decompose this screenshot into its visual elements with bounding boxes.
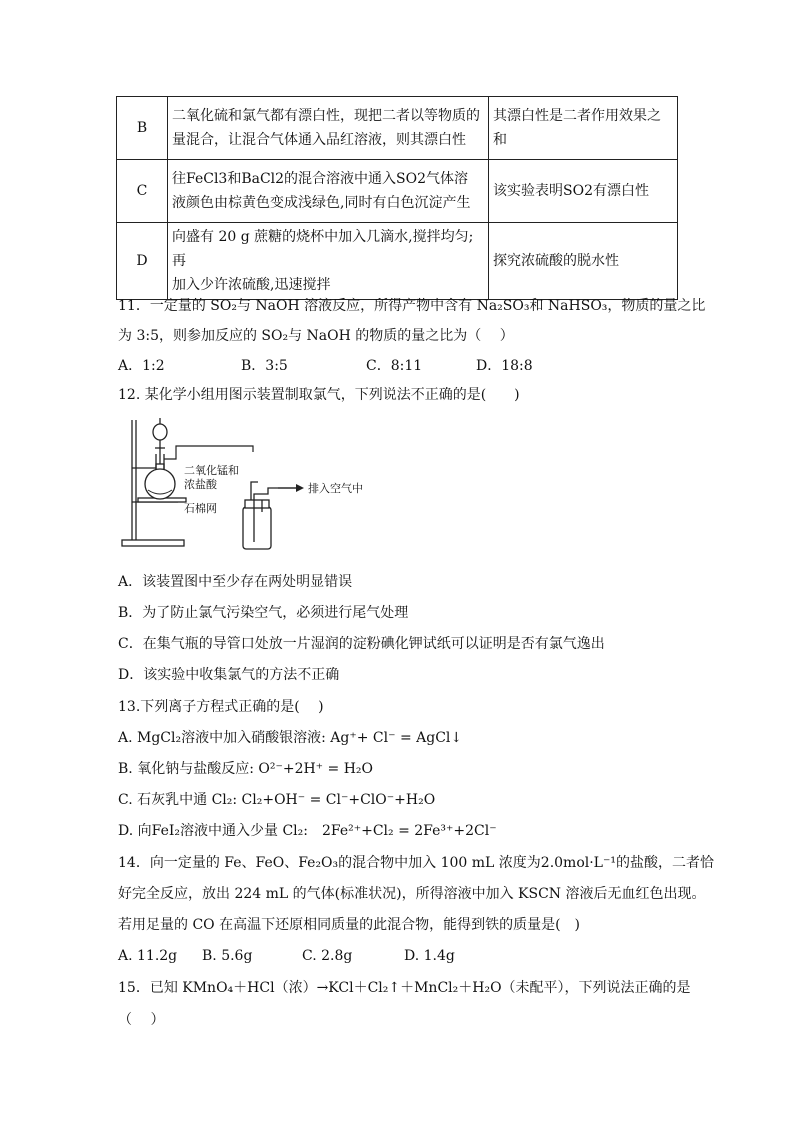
q12-stem: 12. 某化学小组用图示装置制取氯气，下列说法不正确的是( ) [118, 387, 520, 403]
row-conclusion: 其漂白性是二者作用效果之和 [489, 97, 678, 160]
q13-option-b[interactable]: B. 氧化钠与盐酸反应: O²⁻+2H⁺ = H₂O [118, 761, 374, 777]
q13-option-a[interactable]: A. MgCl₂溶液中加入硝酸银溶液: Ag⁺+ Cl⁻ = AgCl↓ [118, 730, 463, 746]
table-row [117, 223, 678, 300]
row-content-line: 液颜色由棕黄色变成浅绿色,同时有白色沉淀产生 [172, 195, 471, 211]
row-conclusion: 该实验表明SO2有漂白性 [489, 160, 678, 223]
row-content-line: 加入少许浓硫酸,迅速搅拌 [172, 277, 331, 293]
options-table [116, 96, 678, 300]
q14-stem-line2: 好完全反应，放出 224 mL 的气体(标准状况)，所得溶液中加入 KSCN 溶液后无血红色出现。 [118, 886, 706, 902]
q15-stem-line1: 15．已知 KMnO₄＋HCl（浓）→KCl＋Cl₂↑＋MnCl₂＋H₂O（未配平），下列说法正确的是 [118, 980, 691, 996]
q11-option-c[interactable]: C．8:11 [366, 358, 423, 374]
row-content-line: 向盛有 20 g 蔗糖的烧杯中加入几滴水,搅拌均匀;再 [172, 229, 474, 269]
table-row [117, 97, 678, 160]
row-content [168, 97, 489, 160]
label-reagent-2: 浓盐酸 [184, 478, 217, 491]
q11-option-d[interactable]: D．18:8 [476, 358, 533, 374]
row-content-line: 往FeCl3和BaCl2的混合溶液中通入SO2气体溶 [172, 171, 469, 187]
table-row [117, 160, 678, 223]
q12-option-b[interactable]: B．为了防止氯气污染空气，必须进行尾气处理 [118, 605, 409, 621]
q14-option-a[interactable]: A. 11.2g [118, 948, 178, 964]
q13-stem: 13.下列离子方程式正确的是( ) [118, 699, 324, 715]
row-conclusion: 探究浓硫酸的脱水性 [489, 223, 678, 300]
q12-option-c[interactable]: C．在集气瓶的导管口处放一片湿润的淀粉碘化钾试纸可以证明是否有氯气逸出 [118, 636, 605, 652]
row-content [168, 160, 489, 223]
row-content-line: 二氧化硫和氯气都有漂白性，现把二者以等物质的 [172, 108, 480, 124]
label-reagent-1: 二氧化锰和 [184, 464, 239, 477]
chlorine-apparatus-diagram [118, 412, 368, 557]
separatory-funnel [153, 424, 167, 440]
q14-options [118, 946, 455, 966]
q11-stem-line2: 为 3:5，则参加反应的 SO₂与 NaOH 的物质的量之比为（ ） [118, 328, 514, 344]
q11-options [118, 356, 533, 376]
q14-stem-line3: 若用足量的 CO 在高温下还原相同质量的此混合物，能得到铁的质量是( ) [118, 917, 581, 933]
row-content-line: 量混合，让混合气体通入品红溶液，则其漂白性 [172, 132, 466, 148]
row-content [168, 223, 489, 300]
q14-stem-line1: 14．向一定量的 Fe、FeO、Fe₂O₃的混合物中加入 100 mL 浓度为2.0mol·L⁻¹的盐酸，二者恰 [118, 855, 714, 871]
q14-option-d[interactable]: D. 1.4g [404, 948, 455, 964]
label-outlet: 排入空气中 [308, 482, 363, 495]
apparatus-figure [118, 412, 368, 557]
gas-collecting-bottle [243, 507, 271, 549]
q14-option-c[interactable]: C. 2.8g [302, 948, 353, 964]
q11-option-a[interactable]: A．1:2 [118, 358, 165, 374]
row-label: D [117, 223, 168, 300]
q12-option-a[interactable]: A．该装置图中至少存在两处明显错误 [118, 574, 353, 590]
label-gauze: 石棉网 [184, 502, 217, 515]
q11-stem-line1: 11．一定量的 SO₂与 NaOH 溶液反应，所得产物中含有 Na₂SO₃和 NaHSO₃，物质的量之比 [118, 298, 706, 314]
row-label: C [117, 160, 168, 223]
q12-option-d[interactable]: D．该实验中收集氯气的方法不正确 [118, 667, 340, 683]
q14-option-b[interactable]: B. 5.6g [202, 948, 253, 964]
stand-base [122, 540, 184, 546]
row-label: B [117, 97, 168, 160]
q15-stem-line2: （ ） [118, 1012, 165, 1028]
q13-option-c[interactable]: C. 石灰乳中通 Cl₂: Cl₂+OH⁻ = Cl⁻+ClO⁻+H₂O [118, 792, 436, 808]
q11-option-b[interactable]: B．3:5 [241, 358, 288, 374]
q13-option-d[interactable]: D. 向FeI₂溶液中通入少量 Cl₂: 2Fe²⁺+Cl₂ = 2Fe³⁺+2Cl⁻ [118, 823, 497, 839]
